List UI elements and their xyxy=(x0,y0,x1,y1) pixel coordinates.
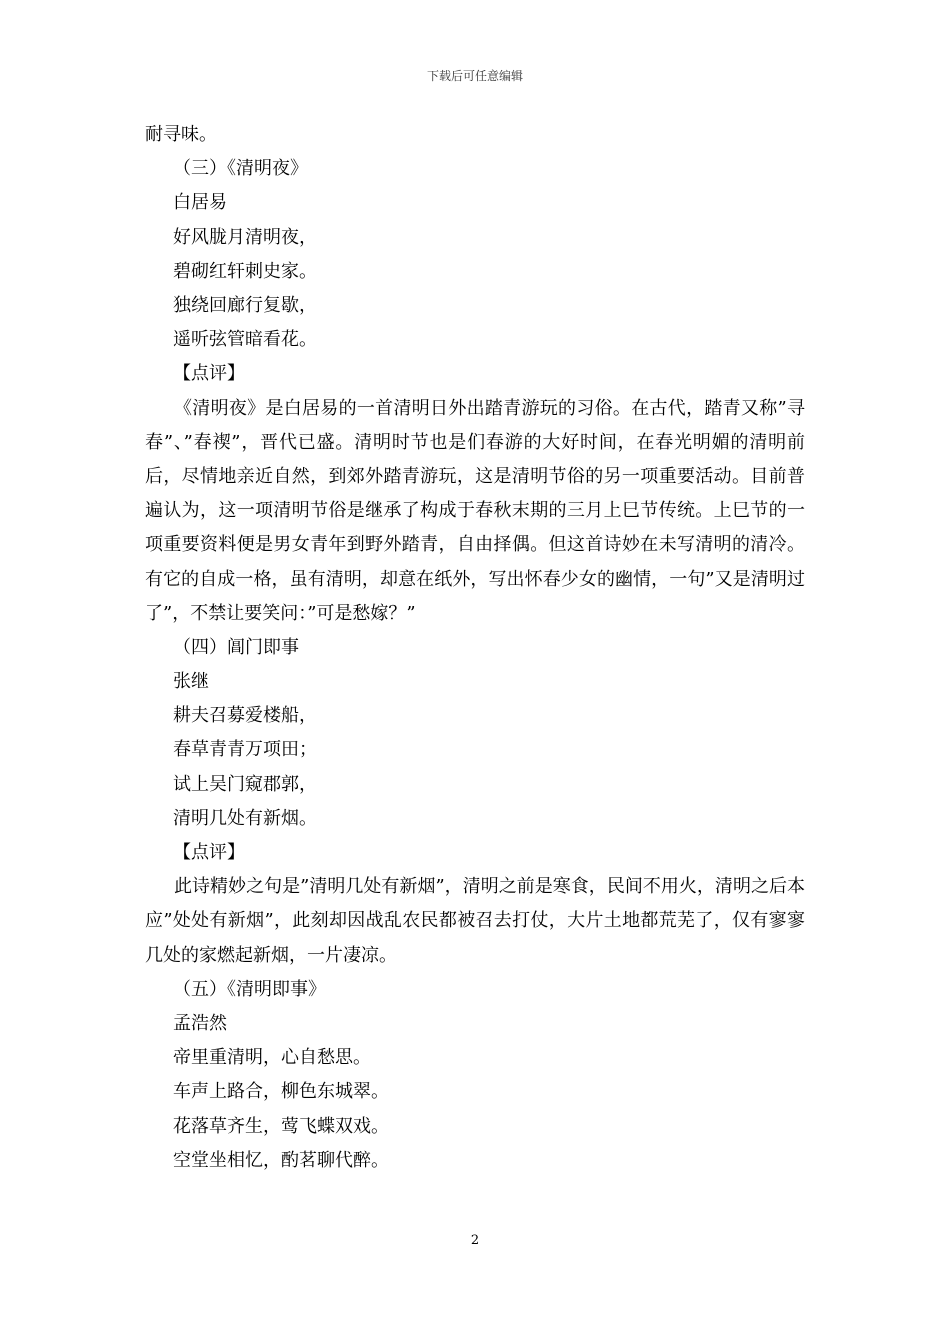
poem-line: 帝里重清明，心自愁思。 xyxy=(173,1047,371,1069)
poem-line: 耕夫召募爱楼船， xyxy=(173,705,317,727)
commentary-heading: 【点评】 xyxy=(173,842,245,864)
text-line: 耐寻味。 xyxy=(145,124,217,145)
poem-line: 车声上路合，柳色东城翠。 xyxy=(173,1081,389,1103)
section-heading-5: （五）《清明即事》 xyxy=(173,978,326,1000)
poem-author: 孟浩然 xyxy=(173,1013,227,1035)
poem-line: 独绕回廊行复歇， xyxy=(173,294,317,316)
page-header: 下载后可任意编辑 xyxy=(426,69,523,83)
poem-line: 空堂坐相忆，酌茗聊代醉。 xyxy=(173,1149,389,1171)
page-number: 2 xyxy=(470,1233,480,1248)
document-body xyxy=(145,118,805,1178)
poem-author: 白居易 xyxy=(173,192,227,214)
commentary-paragraph: 此诗精妙之句是”清明几处有新烟”，清明之前是寒食，民间不用火，清明之后本应”处处有新烟”，此刻却因战乱农民都被召去打仗，大片土地都荒芜了，仅有寥寥几处的家燃起新烟，一片凄凉。 xyxy=(145,876,805,966)
poem-line: 清明几处有新烟。 xyxy=(173,807,317,829)
poem-line: 试上吴门窥郡郭， xyxy=(173,773,317,795)
poem-line: 碧砌红轩刺史家。 xyxy=(173,260,317,282)
poem-line: 花落草齐生，莺飞蝶双戏。 xyxy=(173,1115,389,1137)
poem-line: 遥听弦管暗看花。 xyxy=(173,329,317,351)
poem-line: 好风胧月清明夜， xyxy=(173,226,317,248)
poem-line: 春草青青万项田； xyxy=(173,739,317,761)
commentary-paragraph: 《清明夜》是白居易的一首清明日外出踏青游玩的习俗。在古代，踏青又称”寻春”、”春禊”，晋代已盛。清明时节也是们春游的大好时间，在春光明媚的清明前后，尽情地亲近自然，到郊外踏青游玩，这是清明节俗的另一项重要活动。目前普遍认为，这一项清明节俗是继承了构成于春秋末期的三月上巳节传统。上巳节的一项重要资料便是男女青年到野外踏青，自由择偶。但这首诗妙在未写清明的清冷。有它的自成一格，虽有清明，却意在纸外，写出怀春少女的幽情，一句”又是清明过了”，不禁让要笑问：”可是愁嫁？” xyxy=(145,397,805,624)
section-heading-4: （四）阊门即事 xyxy=(173,636,299,658)
section-heading-3: （三）《清明夜》 xyxy=(173,158,308,180)
commentary-heading: 【点评】 xyxy=(173,363,245,385)
poem-author: 张继 xyxy=(173,671,209,693)
